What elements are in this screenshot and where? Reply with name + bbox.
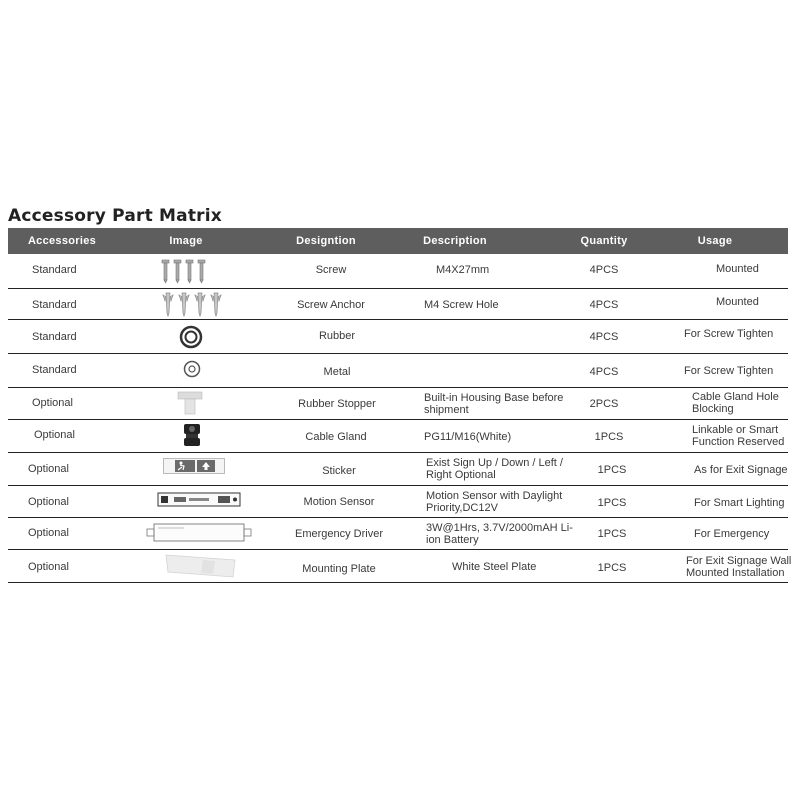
usage-cell: Linkable or Smart Function Reserved <box>692 424 785 448</box>
table-row <box>8 420 788 453</box>
designation-cell: Screw <box>315 264 347 276</box>
designation-cell: Motion Sensor <box>303 496 375 508</box>
quantity-cell: 4PCS <box>589 366 619 378</box>
table-row <box>8 354 788 388</box>
description-cell: Motion Sensor with Daylight Priority,DC12V <box>426 490 563 514</box>
header-usage: Usage <box>697 235 733 247</box>
accessories-cell: Optional <box>28 561 69 573</box>
quantity-cell: 1PCS <box>597 464 627 476</box>
quantity-cell: 1PCS <box>597 562 627 574</box>
designation-cell: Screw Anchor <box>297 299 365 311</box>
designation-cell: Mounting Plate <box>302 563 376 575</box>
mounting-plate-icon <box>163 552 239 580</box>
screw-icon <box>158 258 214 284</box>
rubber-washer-icon <box>178 324 204 350</box>
table-row <box>8 289 788 320</box>
quantity-cell: 2PCS <box>589 398 619 410</box>
accessories-cell: Optional <box>34 429 75 441</box>
cable-gland-icon <box>180 422 204 448</box>
table-row <box>8 550 792 583</box>
designation-cell: Cable Gland <box>305 431 367 443</box>
quantity-cell: 1PCS <box>597 497 627 509</box>
accessories-cell: Standard <box>32 299 77 311</box>
accessories-cell: Optional <box>28 496 69 508</box>
page-title: Accessory Part Matrix <box>8 206 222 226</box>
quantity-cell: 4PCS <box>589 264 619 276</box>
metal-washer-icon <box>182 359 202 379</box>
description-cell: M4 Screw Hole <box>424 299 499 311</box>
usage-cell: For Smart Lighting <box>694 497 785 509</box>
description-cell: White Steel Plate <box>452 561 537 573</box>
description-cell: Built-in Housing Base before shipment <box>424 392 564 416</box>
emergency-driver-icon <box>144 521 254 545</box>
table-row <box>8 254 788 289</box>
accessories-cell: Optional <box>32 397 73 409</box>
description-cell: 3W@1Hrs, 3.7V/2000mAH Li-ion Battery <box>426 522 573 546</box>
accessories-cell: Standard <box>32 331 77 343</box>
quantity-cell: 4PCS <box>589 331 619 343</box>
description-cell: Exist Sign Up / Down / Left / Right Optional <box>426 457 563 481</box>
table-header <box>8 228 788 254</box>
usage-cell: Mounted <box>716 296 759 308</box>
usage-cell: For Screw Tighten <box>684 365 774 377</box>
description-cell: M4X27mm <box>436 264 490 276</box>
header-quantity: Quantity <box>580 235 628 247</box>
designation-cell: Metal <box>323 366 351 378</box>
accessories-cell: Optional <box>28 463 69 475</box>
header-accessories: Accessories <box>27 235 97 247</box>
usage-cell: For Emergency <box>694 528 770 540</box>
table-row <box>8 453 788 486</box>
accessories-cell: Standard <box>32 364 77 376</box>
designation-cell: Rubber Stopper <box>298 398 376 410</box>
motion-sensor-icon <box>156 490 242 510</box>
table-row <box>8 320 788 354</box>
description-cell: PG11/M16(White) <box>424 431 512 443</box>
quantity-cell: 1PCS <box>594 431 624 443</box>
quantity-cell: 1PCS <box>597 528 627 540</box>
table-row <box>8 518 788 550</box>
designation-cell: Sticker <box>322 465 356 477</box>
table-row <box>8 388 788 420</box>
usage-cell: For Exit Signage Wall Mounted Installation <box>686 555 792 579</box>
exit-sticker-icon <box>163 458 225 474</box>
screw-anchor-icon <box>160 291 222 317</box>
designation-cell: Emergency Driver <box>294 528 384 540</box>
header-description: Description <box>423 235 487 247</box>
usage-cell: As for Exit Signage <box>694 464 788 476</box>
quantity-cell: 4PCS <box>589 299 619 311</box>
designation-cell: Rubber <box>318 330 356 342</box>
rubber-stopper-icon <box>176 389 204 417</box>
header-image: Image <box>169 235 203 247</box>
usage-cell: Mounted <box>716 263 759 275</box>
accessories-cell: Optional <box>28 527 69 539</box>
accessories-cell: Standard <box>32 264 77 276</box>
header-designation: Designtion <box>296 235 356 247</box>
table-row <box>8 486 788 518</box>
usage-cell: Cable Gland Hole Blocking <box>692 391 779 415</box>
usage-cell: For Screw Tighten <box>684 328 774 340</box>
